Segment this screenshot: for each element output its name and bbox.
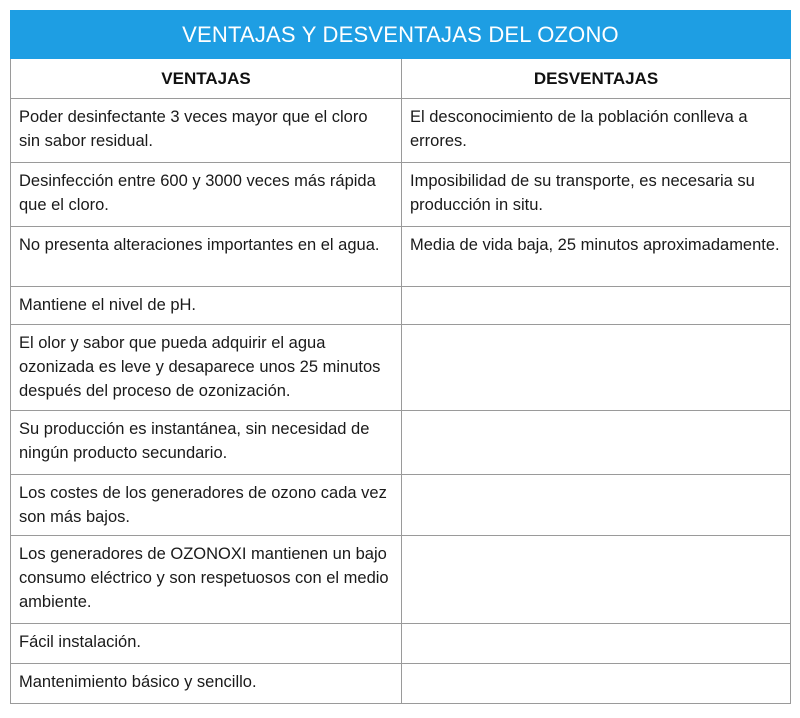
table-title: VENTAJAS Y DESVENTAJAS DEL OZONO (11, 11, 791, 59)
table-container (10, 10, 790, 704)
desventaja-cell (402, 664, 791, 704)
table-header-row (11, 59, 791, 99)
table-row (11, 536, 791, 624)
ventaja-cell: Su producción es instantánea, sin necesidad de ningún producto secundario. (11, 411, 402, 475)
table-row (11, 624, 791, 664)
table-row (11, 325, 791, 411)
ventaja-cell: Poder desinfectante 3 veces mayor que el cloro sin sabor residual. (11, 99, 402, 163)
ventaja-cell: Los generadores de OZONOXI mantienen un bajo consumo eléctrico y son respetuosos con el medio ambiente. (11, 536, 402, 624)
desventaja-cell: El desconocimiento de la población conlleva a errores. (402, 99, 791, 163)
desventaja-cell: Imposibilidad de su transporte, es necesaria su producción in situ. (402, 163, 791, 227)
ventaja-cell: Desinfección entre 600 y 3000 veces más rápida que el cloro. (11, 163, 402, 227)
table-row (11, 475, 791, 536)
table-title-row (11, 11, 791, 59)
ventaja-cell: Fácil instalación. (11, 624, 402, 664)
desventaja-cell: Media de vida baja, 25 minutos aproximadamente. (402, 227, 791, 287)
ventaja-cell: No presenta alteraciones importantes en el agua. (11, 227, 402, 287)
desventaja-cell (402, 411, 791, 475)
column-header-ventajas: VENTAJAS (11, 59, 402, 99)
ventaja-cell: Mantenimiento básico y sencillo. (11, 664, 402, 704)
column-header-desventajas: DESVENTAJAS (402, 59, 791, 99)
table-row (11, 227, 791, 287)
ventaja-cell: Los costes de los generadores de ozono cada vez son más bajos. (11, 475, 402, 536)
desventaja-cell (402, 475, 791, 536)
ventaja-cell: Mantiene el nivel de pH. (11, 287, 402, 325)
table-row (11, 287, 791, 325)
ventaja-cell: El olor y sabor que pueda adquirir el agua ozonizada es leve y desaparece unos 25 minutos después del proceso de ozonización. (11, 325, 402, 411)
table-row (11, 664, 791, 704)
desventaja-cell (402, 624, 791, 664)
pros-cons-table (10, 10, 791, 704)
table-row (11, 163, 791, 227)
table-row (11, 99, 791, 163)
desventaja-cell (402, 287, 791, 325)
desventaja-cell (402, 325, 791, 411)
desventaja-cell (402, 536, 791, 624)
table-row (11, 411, 791, 475)
